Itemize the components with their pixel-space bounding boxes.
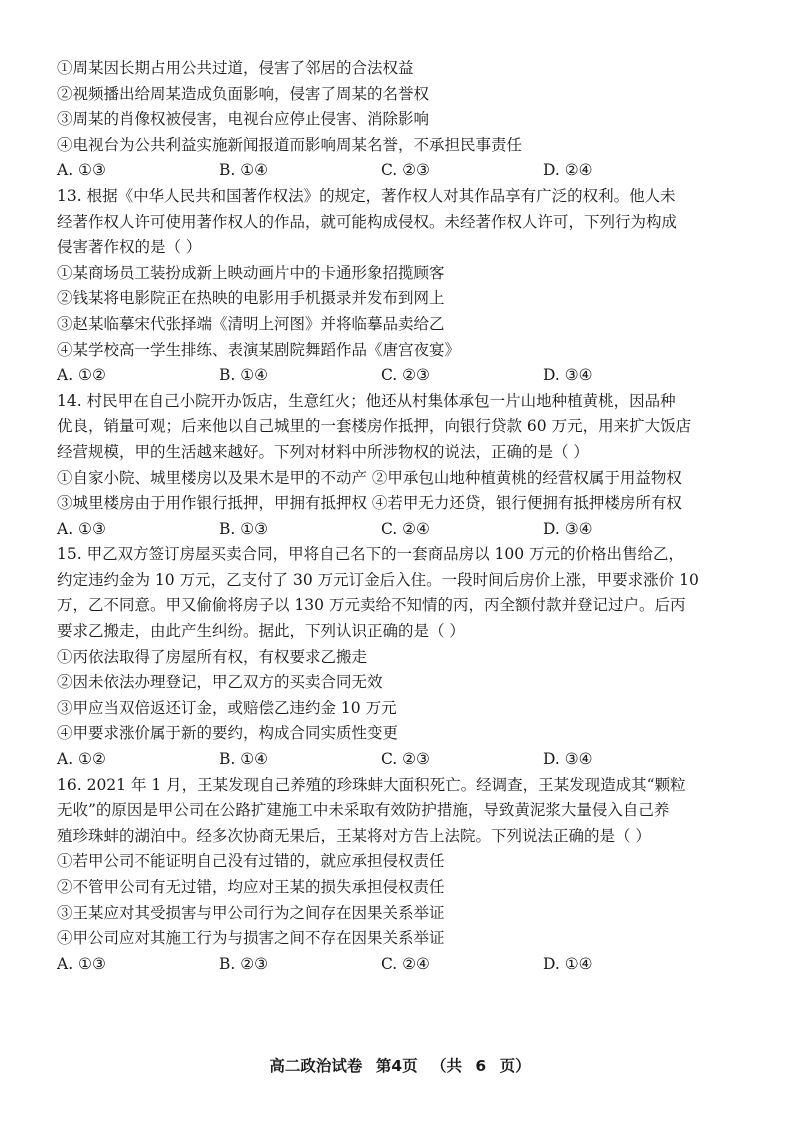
q14-option-a: A. ①③ bbox=[57, 519, 106, 538]
q16-stem-line-2: 无收”的原因是甲公司在公路扩建施工中未采取有效防护措施，导致黄泥浆大量侵入自己养 bbox=[57, 801, 670, 820]
q12-option-b: B. ①④ bbox=[219, 161, 269, 180]
q14-stem-line-3: 经营规模，甲的生活越来越好。下列对材料中所涉物权的说法，正确的是（ ） bbox=[57, 442, 589, 461]
q12-option-d: D. ②④ bbox=[543, 161, 593, 180]
q14-stem-line-2: 优良，销量可观；后来他以自己城里的一套楼房作抵押，向银行贷款 60 万元，用来扩大饭店 bbox=[57, 417, 692, 436]
q13-stem-line-1: 13. 根据《中华人民共和国著作权法》的规定，著作权人对其作品享有广泛的权利。他人未 bbox=[57, 186, 676, 205]
q14-options bbox=[57, 517, 747, 543]
q15-stem-line-2: 约定违约金为 10 万元，乙支付了 30 万元订金后入住。一段时间后房价上涨，甲要求涨价 10 bbox=[57, 570, 699, 589]
q15-option-a: A. ①② bbox=[57, 750, 106, 769]
q14-stem-line-1: 14. 村民甲在自己小院开办饭店，生意红火；他还从村集体承包一片山地种植黄桃，因品种 bbox=[57, 391, 676, 410]
q14-option-d: D. ③④ bbox=[543, 519, 593, 538]
q15-stem-line-4: 要求乙搬走，由此产生纠纷。据此，下列认识正确的是（ ） bbox=[57, 622, 465, 641]
q13-item-1: ①某商场员工装扮成新上映动画片中的卡通形象招揽顾客 bbox=[57, 263, 445, 282]
q16-item-3: ③王某应对其受损害与甲公司行为之间存在因果关系举证 bbox=[57, 903, 445, 922]
q13-item-2: ②钱某将电影院正在热映的电影用手机摄录并发布到网上 bbox=[57, 289, 445, 308]
q15-option-c: C. ②③ bbox=[381, 750, 430, 769]
q16-stem-line-3: 殖珍珠蚌的湖泊中。经多次协商无果后，王某将对方告上法院。下列说法正确的是（ ） bbox=[57, 826, 651, 845]
q12-options bbox=[57, 158, 747, 184]
q13-options bbox=[57, 363, 747, 389]
q13-option-b: B. ①④ bbox=[219, 366, 269, 385]
q15-item-2: ②因未依法办理登记，甲乙双方的买卖合同无效 bbox=[57, 673, 383, 692]
q12-item-1: ①周某因长期占用公共过道，侵害了邻居的合法权益 bbox=[57, 59, 414, 77]
q15-stem-line-1: 15. 甲乙双方签订房屋买卖合同，甲将自己名下的一套商品房以 100 万元的价格出售给乙， bbox=[57, 545, 685, 564]
q14-option-c: C. ②④ bbox=[381, 519, 430, 538]
page-content bbox=[57, 56, 747, 977]
q13-option-a: A. ①② bbox=[57, 366, 106, 385]
question-15-block bbox=[57, 542, 747, 772]
q16-option-c: C. ②④ bbox=[381, 954, 430, 973]
q12-option-c: C. ②③ bbox=[381, 161, 430, 180]
q14-option-b: B. ①③ bbox=[219, 519, 269, 538]
q13-item-3: ③赵某临摹宋代张择端《清明上河图》并将临摹品卖给乙 bbox=[57, 314, 445, 333]
question-16-block bbox=[57, 773, 747, 978]
question-13-block bbox=[57, 184, 747, 389]
q15-option-d: D. ③④ bbox=[543, 750, 593, 769]
q13-option-d: D. ③④ bbox=[543, 366, 593, 385]
q15-option-b: B. ①④ bbox=[219, 750, 269, 769]
question-12-block bbox=[57, 56, 747, 184]
q12-item-3: ③周某的肖像权被侵害，电视台应停止侵害、消除影响 bbox=[57, 110, 430, 129]
q15-options bbox=[57, 747, 747, 773]
q16-item-1: ①若甲公司不能证明自己没有过错的，就应承担侵权责任 bbox=[57, 852, 445, 871]
q15-item-3: ③甲应当双倍返还订金，或赔偿乙违约金 10 万元 bbox=[57, 698, 397, 717]
q16-stem-line-1: 16. 2021 年 1 月，王某发现自己养殖的珍珠蚌大面积死亡。经调查，王某发现造成其“颗粒 bbox=[57, 775, 686, 794]
q16-option-a: A. ①③ bbox=[57, 954, 106, 973]
page-footer: 高二政治试卷 第4页 （共 6 页） bbox=[269, 1057, 531, 1075]
q16-options bbox=[57, 952, 747, 978]
question-14-block bbox=[57, 389, 747, 543]
q15-item-1: ①丙依法取得了房屋所有权，有权要求乙搬走 bbox=[57, 647, 368, 666]
q12-option-a: A. ①③ bbox=[57, 161, 106, 180]
q15-stem-line-3: 万，乙不同意。甲又偷偷将房子以 130 万元卖给不知情的丙，丙全额付款并登记过户。后丙 bbox=[57, 596, 686, 615]
q13-item-4: ④某学校高一学生排练、表演某剧院舞蹈作品《唐宫夜宴》 bbox=[57, 340, 461, 359]
q14-item-line-1: ①自家小院、城里楼房以及果木是甲的不动产 ②甲承包山地种植黄桃的经营权属于用益物权 bbox=[57, 468, 682, 487]
q16-option-d: D. ①④ bbox=[543, 954, 593, 973]
q16-item-4: ④甲公司应对其施工行为与损害之间不存在因果关系举证 bbox=[57, 929, 445, 948]
q13-option-c: C. ②③ bbox=[381, 366, 430, 385]
q12-item-2: ②视频播出给周某造成负面影响，侵害了周某的名誉权 bbox=[57, 84, 430, 103]
q15-item-4: ④甲要求涨价属于新的要约，构成合同实质性变更 bbox=[57, 724, 399, 743]
q13-stem-line-2: 经著作权人许可使用著作权人的作品，就可能构成侵权。未经著作权人许可，下列行为构成 bbox=[57, 212, 678, 231]
q16-item-2: ②不管甲公司有无过错，均应对王某的损失承担侵权责任 bbox=[57, 878, 445, 896]
q12-item-4: ④电视台为公共利益实施新闻报道而影响周某名誉，不承担民事责任 bbox=[57, 135, 523, 154]
q16-option-b: B. ②③ bbox=[219, 954, 269, 973]
q14-item-line-2: ③城里楼房由于用作银行抵押，甲拥有抵押权 ④若甲无力还贷，银行便拥有抵押楼房所有权 bbox=[57, 494, 682, 513]
q13-stem-line-3: 侵害著作权的是（ ） bbox=[57, 238, 202, 257]
